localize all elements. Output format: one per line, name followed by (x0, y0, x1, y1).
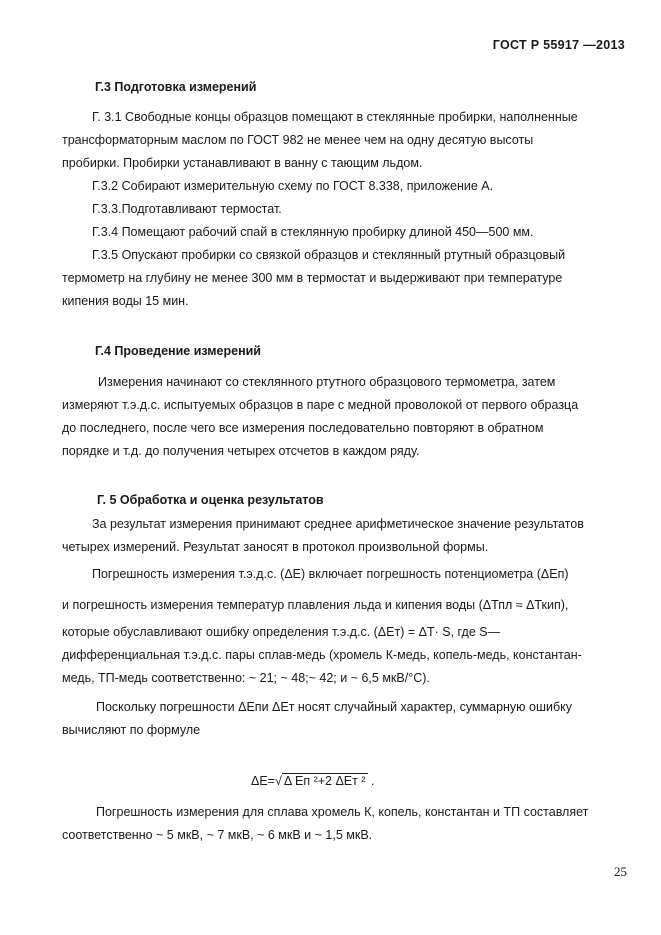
text-line: Г.3.2 Собирают измерительную схему по ГОСТ 8.338, приложение А. (92, 179, 494, 193)
text-line: которые обуславливают ошибку определения т.э.д.с. (ΔЕт) = ΔТ· S, где S— (62, 625, 501, 639)
section-g3-body (62, 106, 632, 313)
text-line: Погрешность измерения т.э.д.с. (ΔЕ) включает погрешность потенциометра (ΔЕп) (92, 567, 569, 581)
text-line: медь, ТП-медь соответственно: ~ 21; ~ 48;~ 42; и ~ 6,5 мкВ/°С). (62, 671, 430, 685)
section-g5-body (62, 513, 632, 742)
text-line: термометр на глубину не менее 300 мм в термостат и выдерживают при температуре (62, 271, 563, 285)
formula-lhs: ΔЕ=√ (251, 774, 282, 788)
section-g5-final (62, 801, 632, 847)
text-line: Измерения начинают со стеклянного ртутного образцового термометра, затем (98, 375, 556, 389)
section-g4-title: Г.4 Проведение измерений (95, 344, 261, 358)
text-line: Г. 3.1 Свободные концы образцов помещают в стеклянные пробирки, наполненные (92, 110, 578, 124)
text-line: трансформаторным маслом по ГОСТ 982 не менее чем на одну десятую высоты (62, 133, 534, 147)
formula-end: . (367, 774, 375, 788)
text-line: Поскольку погрешности ΔЕпи ΔЕт носят случайный характер, суммарную ошибку (96, 700, 573, 714)
text-line: Погрешность измерения для сплава хромель К, копель, константан и ТП составляет (96, 805, 589, 819)
formula-radicand: Δ Еп ²+2 ΔЕт ² (283, 774, 366, 788)
page-number: 25 (614, 864, 627, 879)
text-line: и погрешность измерения температур плавления льда и кипения воды (ΔТпл ≈ ΔТкип), (62, 598, 569, 612)
standard-header: ГОСТ Р 55917 —2013 (492, 38, 625, 52)
error-formula (251, 774, 374, 788)
text-line: вычисляют по формуле (62, 723, 201, 737)
text-line: четырех измерений. Результат заносят в протокол произвольной формы. (62, 540, 489, 554)
text-line: соответственно ~ 5 мкВ, ~ 7 мкВ, ~ 6 мкВ и ~ 1,5 мкВ. (62, 828, 373, 842)
text-line: до последнего, после чего все измерения последовательно повторяют в обратном (62, 421, 544, 435)
text-line: Г.3.3.Подготавливают термостат. (92, 202, 282, 216)
section-g4-body (62, 371, 632, 463)
text-line: Г.3.5 Опускают пробирки со связкой образцов и стеклянный ртутный образцовый (92, 248, 566, 262)
section-g5-title: Г. 5 Обработка и оценка результатов (97, 493, 324, 507)
text-line: порядке и т.д. до получения четырех отсчетов в каждом ряду. (62, 444, 420, 458)
text-line: дифференциальная т.э.д.с. пары сплав-медь (хромель К-медь, копель-медь, константан- (62, 648, 582, 662)
section-g3-title: Г.3 Подготовка измерений (95, 80, 257, 94)
text-line: измеряют т.э.д.с. испытуемых образцов в паре с медной проволокой от первого образца (62, 398, 579, 412)
text-line: пробирки. Пробирки устанавливают в ванну с тающим льдом. (62, 156, 423, 170)
text-line: кипения воды 15 мин. (62, 294, 189, 308)
text-line: За результат измерения принимают среднее арифметическое значение результатов (92, 517, 584, 531)
text-line: Г.3.4 Помещают рабочий спай в стеклянную пробирку длиной 450—500 мм. (92, 225, 534, 239)
